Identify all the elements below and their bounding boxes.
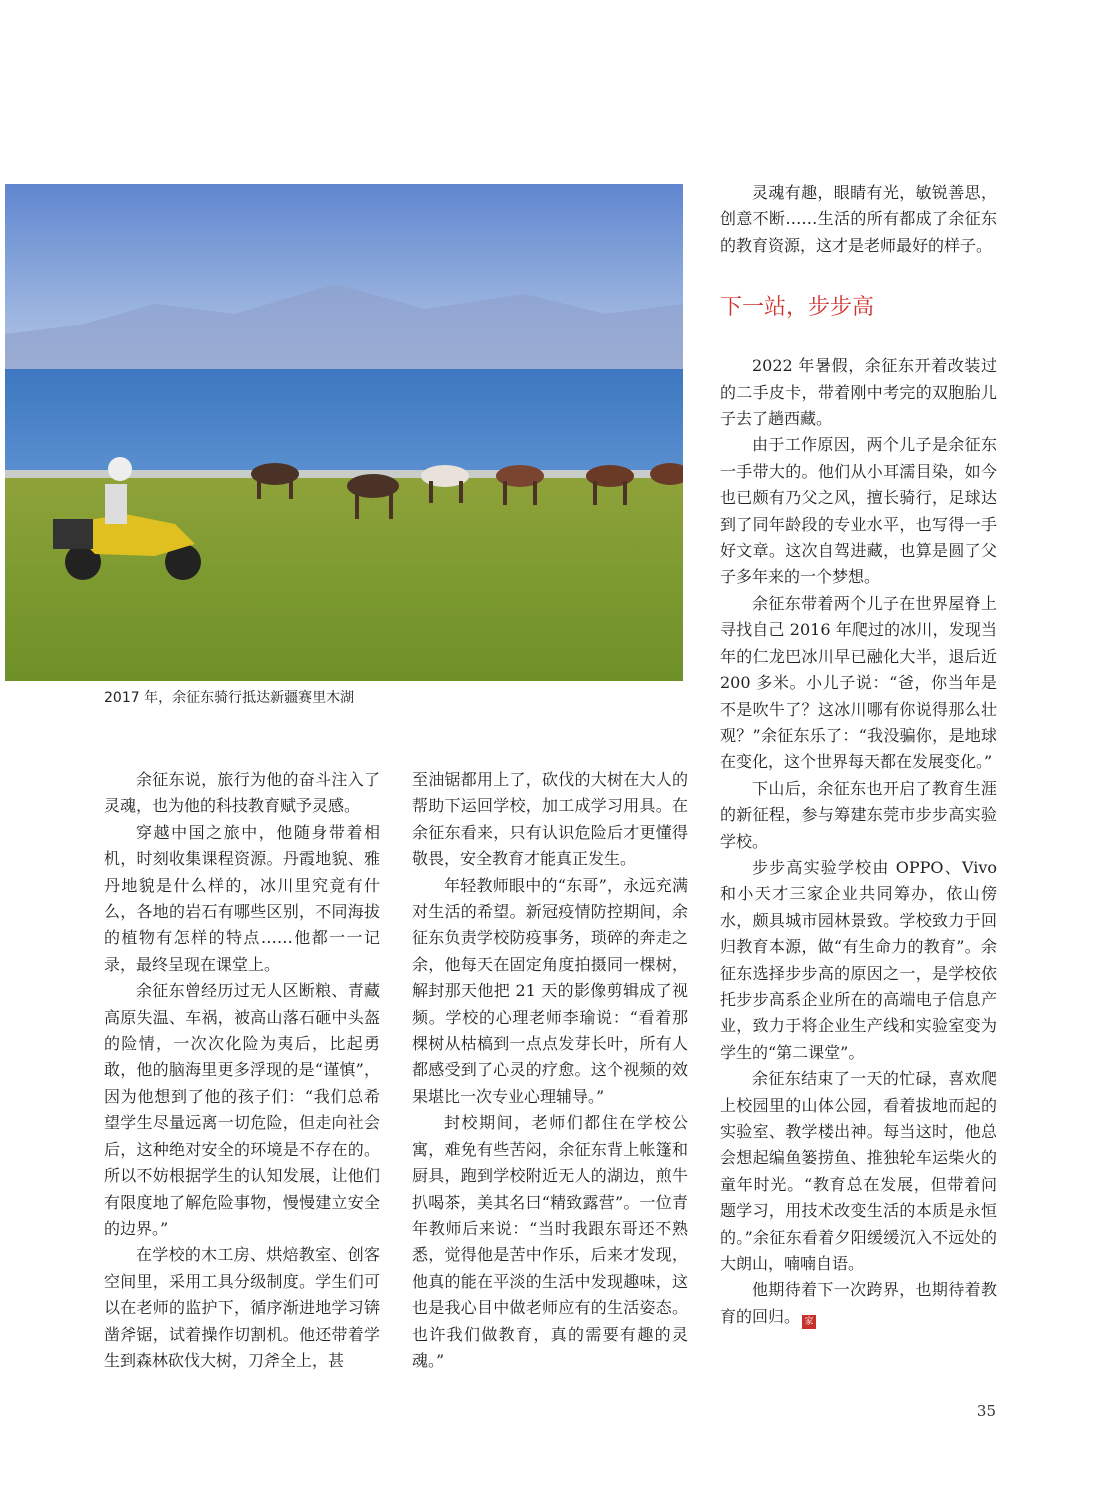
paragraph: 穿越中国之旅中，他随身带着相机，时刻收集课程资源。丹霞地貌、雅丹地貌是什么样的，冰川里究竟有什么，各地的岩石有哪些区别，不同海拔的植物有怎样的特点……他都一一记录，最终呈现在课堂上。 <box>104 822 380 974</box>
end-mark-icon: 家 <box>802 1315 816 1329</box>
paragraph: 由于工作原因，两个儿子是余征东一手带大的。他们从小耳濡目染，如今也已颇有乃父之风，擅长骑行，足球达到了同年龄段的专业水平，也写得一手好文章。这次自驾进藏，也算是圆了父子多年来的一个梦想。 <box>720 435 997 587</box>
paragraph: 在学校的木工房、烘焙教室、创客空间里，采用工具分级制度。学生们可以在老师的监护下，循序渐进地学习锛凿斧锯，试着操作切割机。他还带着学生到森林砍伐大树，刀斧全上，甚 <box>104 1245 380 1370</box>
final-text: 他期待着下一次跨界，也期待着教育的回归。 <box>720 1280 997 1326</box>
paragraph: 年轻教师眼中的“东哥”，永远充满对生活的希望。新冠疫情防控期间，余征东负责学校防疫事务，琐碎的奔走之余，他每天在固定角度拍摄同一棵树，解封那天他把 21 天的影像剪辑成了视频。学校的心理老师李瑜说：“看着那棵树从枯槁到一点点发芽长叶，所有人都感受到了心灵的疗愈。这个视频的效果堪比一次专业心理辅导。” <box>412 875 688 1106</box>
paragraph-continuation: 至油锯都用上了，砍伐的大树在大人的帮助下运回学校，加工成学习用具。在余征东看来，只有认识危险后才更懂得敬畏，安全教育才能真正发生。 <box>412 770 688 869</box>
page-number: 35 <box>976 1402 996 1420</box>
paragraph: 步步高实验学校由 OPPO、Vivo 和小天才三家企业共同筹办，依山傍水，颇具城市园林景致。学校致力于回归教育本源，做“有生命力的教育”。余征东选择步步高的原因之一，是学校依托步步高系企业所在的高端电子信息产业，致力于将企业生产线和实验室变为学生的“第二课堂”。 <box>720 857 997 1062</box>
paragraph: 余征东带着两个儿子在世界屋脊上寻找自己 2016 年爬过的冰川，发现当年的仁龙巴冰川早已融化大半，退后近 200 多米。小儿子说：“爸，你当年是不是吹牛了？这冰川哪有你说得那么壮观？”余征东乐了：“我没骗你，是地球在变化，这个世界每天都在发展变化。” <box>720 593 997 772</box>
article-column-1 <box>104 767 380 1374</box>
article-column-2 <box>412 767 688 1374</box>
paragraph-final <box>720 1277 997 1330</box>
article-column-3 <box>720 180 997 1330</box>
paragraph: 封校期间，老师们都住在学校公寓，难免有些苦闷，余征东背上帐篷和厨具，跑到学校附近无人的湖边，煎牛扒喝茶，美其名曰“精致露营”。一位青年教师后来说：“当时我跟东哥还不熟悉，觉得他是苦中作乐，后来才发现，他真的能在平淡的生活中发现趣味，这也是我心目中做老师应有的生活姿态。也许我们做教育，真的需要有趣的灵魂。” <box>412 1113 688 1370</box>
paragraph: 余征东曾经历过无人区断粮、青藏高原失温、车祸，被高山落石砸中头盔的险情，一次次化险为夷后，比起勇敢，他的脑海里更多浮现的是“谨慎”，因为他想到了他的孩子们：“我们总希望学生尽量远离一切危险，但走向社会后，这种绝对安全的环境是不存在的。所以不妨根据学生的认知发展，让他们有限度地了解危险事物，慢慢建立安全的边界。” <box>104 981 380 1238</box>
paragraph: 余征东说，旅行为他的奋斗注入了灵魂，也为他的科技教育赋予灵感。 <box>104 770 380 816</box>
lake <box>5 369 683 474</box>
paragraph: 2022 年暑假，余征东开着改装过的二手皮卡，带着刚中考完的双胞胎儿子去了趟西藏。 <box>720 356 997 429</box>
article-photo <box>5 184 683 681</box>
paragraph: 余征东结束了一天的忙碌，喜欢爬上校园里的山体公园，看着拔地而起的实验室、教学楼出神。每当这时，他总会想起编鱼篓捞鱼、推独轮车运柴火的童年时光。“教育总在发展，但带着问题学习，用技术改变生活的本质是永恒的。”余征东看着夕阳缓缓沉入不远处的大朗山，喃喃自语。 <box>720 1069 997 1274</box>
photo-caption: 2017 年，余征东骑行抵达新疆赛里木湖 <box>104 690 355 706</box>
paragraph-intro: 灵魂有趣，眼睛有光，敏锐善思，创意不断……生活的所有都成了余征东的教育资源，这才是老师最好的样子。 <box>720 183 997 255</box>
lake-landscape-photo <box>5 184 683 681</box>
section-heading: 下一站，步步高 <box>720 295 875 321</box>
paragraph: 下山后，余征东也开启了教育生涯的新征程，参与筹建东莞市步步高实验学校。 <box>720 778 997 851</box>
